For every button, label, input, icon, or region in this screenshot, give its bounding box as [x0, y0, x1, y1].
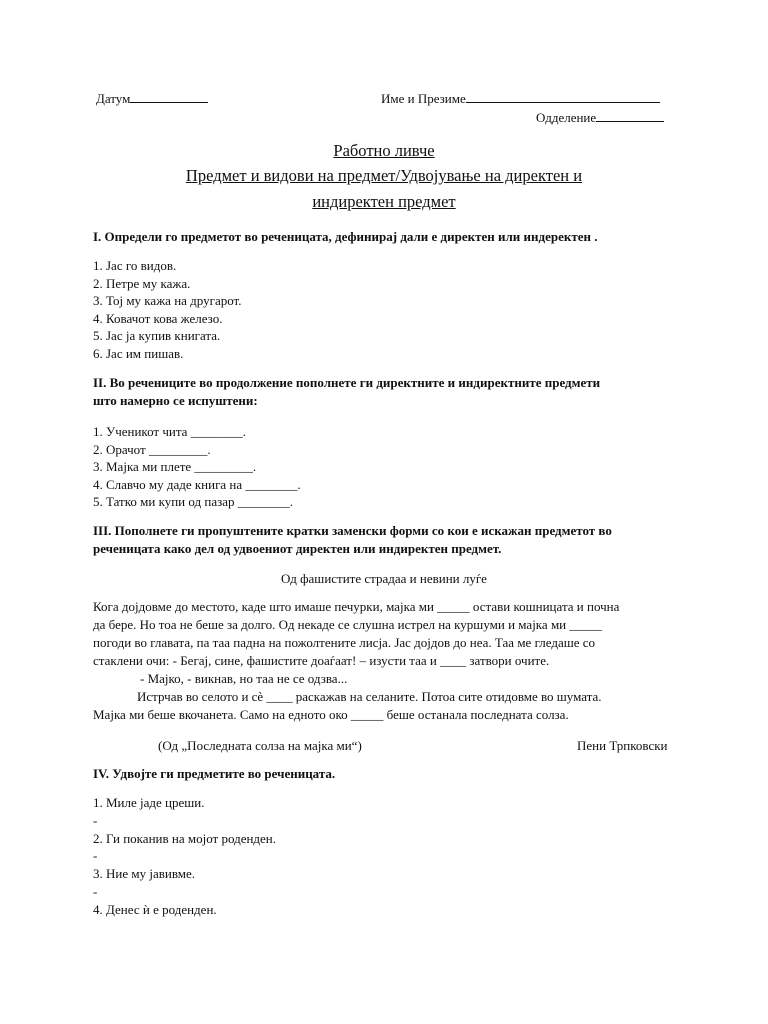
- section3-heading-line2: реченицата како дел од удвоениот директен или индиректен предмет.: [93, 541, 502, 556]
- section4-heading: IV. Удвојте ги предметите во реченицата.: [93, 766, 336, 781]
- story-title: Од фашистите страдаа и невини луѓе: [281, 571, 487, 586]
- list-item: 4. Славчо му даде книга на ________.: [93, 476, 301, 492]
- section2-heading-line2: што намерно се испуштени:: [93, 393, 258, 408]
- section3-heading-line1: III. Пополнете ги пропуштените кратки заменски форми со кои е искажан предметот во: [93, 523, 612, 538]
- list-item: 3. Тој му кажа на другарот.: [93, 293, 242, 309]
- list-item: 2. Ги поканив на мојот роденден.: [93, 830, 277, 846]
- name-field: [381, 89, 660, 107]
- story-line: стаклени очи: - Бегај, сине, фашистите доаѓаат! – изусти таа и ____ затвори очите.: [93, 653, 550, 668]
- list-item: 4. Ковачот кова железо.: [93, 310, 223, 326]
- list-item: 5. Јас ја купив книгата.: [93, 328, 221, 344]
- section2-list: [93, 423, 301, 511]
- story-line: Мајка ми беше вкочанета. Само на едното око _____ беше останала последната солза.: [93, 707, 569, 722]
- story-line: Истрчав во селото и сѐ ____ раскажав на селаните. Потоа сите отидовме во шумата.: [137, 689, 602, 704]
- topic-title-line1: Предмет и видови на предмет/Удвојување на директен и: [185, 166, 583, 185]
- story-line: Кога дојдовме до местото, каде што имаше печурки, мајка ми _____ остави кошницата и почна: [93, 599, 620, 614]
- answer-line[interactable]: -: [93, 848, 98, 864]
- list-item: 3. Ние му јавивме.: [93, 866, 195, 882]
- list-item: 2. Орачот _________.: [93, 441, 211, 457]
- topic-title-line2: индиректен предмет: [312, 192, 456, 211]
- section4-list: [93, 794, 276, 919]
- class-blank[interactable]: [596, 108, 664, 122]
- story-line: да бере. Но тоа не беше за долго. Од некаде се слушна истрел на куршуми и мајка ми _____: [93, 617, 602, 632]
- class-label: Одделение: [536, 110, 597, 125]
- story-source: (Од „Последната солза на мајка ми“): [158, 738, 362, 753]
- class-field: [536, 108, 664, 126]
- section1-heading: I. Определи го предметот во реченицата, дефинирај дали е директен или индеректен .: [93, 229, 598, 244]
- date-field: [96, 89, 208, 107]
- answer-line[interactable]: -: [93, 812, 98, 828]
- list-item: 1. Миле јаде цреши.: [93, 795, 205, 810]
- list-item: 6. Јас им пишав.: [93, 345, 184, 361]
- section1-list: [93, 257, 242, 363]
- story-paragraph: [93, 598, 619, 724]
- list-item: 2. Петре му кажа.: [93, 275, 191, 291]
- story-author: Пени Трпковски: [577, 738, 668, 753]
- story-line: погоди во главата, па таа падна на пожолтените лисја. Јас дојдов до неа. Таа ме гледаше со: [93, 635, 596, 650]
- name-label: Име и Презиме: [381, 91, 466, 106]
- list-item: 3. Мајка ми плете _________.: [93, 459, 257, 475]
- answer-line[interactable]: -: [93, 883, 98, 899]
- list-item: 1. Ученикот чита ________.: [93, 424, 246, 439]
- date-blank[interactable]: [130, 89, 208, 103]
- date-label: Датум: [96, 91, 131, 106]
- worksheet-title: Работно ливче: [333, 141, 435, 160]
- list-item: 5. Татко ми купи од пазар ________.: [93, 494, 293, 510]
- list-item: 1. Јас го видов.: [93, 258, 177, 273]
- section2-heading-line1: II. Во речениците во продолжение пополнете ги директните и индиректните предмети: [93, 375, 601, 390]
- story-line: - Мајко, - викнав, но таа не се одзва...: [140, 671, 348, 686]
- list-item: 4. Денес ѝ е роденден.: [93, 901, 217, 917]
- name-blank[interactable]: [466, 89, 660, 103]
